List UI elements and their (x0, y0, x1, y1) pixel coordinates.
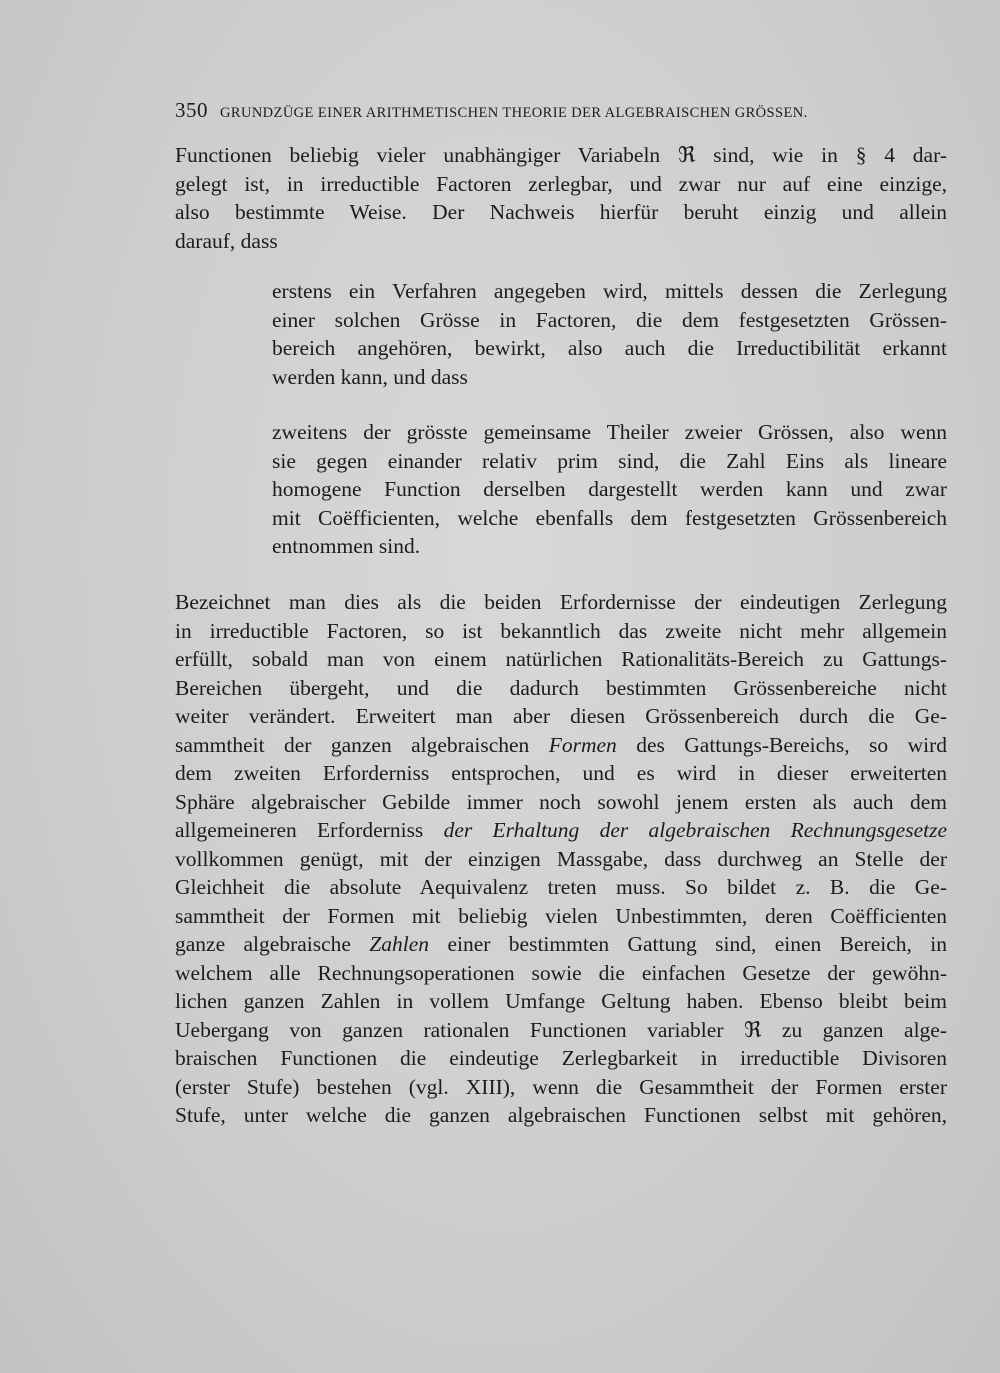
indented-condition-2 (272, 418, 947, 561)
emphasis-formen: Formen (548, 732, 617, 757)
text-run: sammtheit der ganzen algebraischen (175, 732, 549, 757)
text-line: sie gegen einander relativ prim sind, die Zahl Eins als lineare (272, 448, 947, 473)
text-line: sammtheit der Formen mit beliebig vielen Unbestimmten, deren Coëfficienten (175, 903, 947, 928)
text-line: bereich angehören, bewirkt, also auch die Irreductibilität erkannt (272, 336, 947, 360)
text-line: mit Coëfficienten, welche ebenfalls dem festgesetzten Grössenbereich (272, 505, 947, 530)
text-run: des Gattungs-Bereichs, so wird (616, 732, 947, 757)
text-line: Stufe, unter welche die ganzen algebraischen Functionen selbst mit gehören, (175, 1103, 947, 1127)
text-line: in irreductible Factoren, so ist bekanntlich das zweite nicht mehr allgemein (175, 618, 947, 643)
text-line: erfüllt, sobald man von einem natürlichen Rationalitäts-Bereich zu Gattungs- (175, 647, 947, 671)
text-line: werden kann, und dass (272, 364, 468, 389)
text-line: Sphäre algebraischer Gebilde immer noch sowohl jenem ersten als auch dem (175, 789, 947, 814)
indented-condition-1 (272, 277, 947, 391)
paragraph-2 (175, 588, 947, 1130)
text-run: einer bestimmten Gattung sind, einen Bereich, in (429, 932, 947, 956)
emphasis-rechnungsgesetze: der Erhaltung der algebraischen Rechnungsgesetze (443, 818, 947, 842)
text-line: Gleichheit die absolute Aequivalenz treten muss. So bildet z. B. die Ge- (175, 875, 947, 899)
text-run: allgemeineren Erforderniss (175, 818, 444, 842)
text-line: darauf, dass (175, 228, 278, 253)
emphasis-zahlen: Zahlen (369, 932, 430, 956)
page-number: 350 (175, 98, 208, 122)
text-line: gelegt ist, in irreductible Factoren zerlegbar, und zwar nur auf eine einzige, (175, 171, 947, 196)
text-line-with-emphasis (175, 731, 947, 760)
text-line: also bestimmte Weise. Der Nachweis hierfür beruht einzig und allein (175, 200, 947, 224)
text-line: (erster Stufe) bestehen (vgl. XIII), wenn die Gesammtheit der Formen erster (175, 1074, 947, 1099)
text-line: entnommen sind. (272, 534, 421, 558)
text-line-with-emphasis (175, 930, 947, 959)
running-head: GRUNDZÜGE EINER ARITHMETISCHEN THEORIE DER ALGEBRAISCHEN GRÖSSEN. (220, 105, 808, 121)
text-line: Bezeichnet man dies als die beiden Erfordernisse der eindeutigen Zerlegung (175, 590, 947, 614)
text-line: vollkommen genügt, mit der einzigen Massgabe, dass durchweg an Stelle der (175, 846, 947, 871)
text-line: dem zweiten Erforderniss entsprochen, und es wird in dieser erweiterten (175, 761, 947, 785)
text-line: Uebergang von ganzen rationalen Functionen variabler ℜ zu ganzen alge- (175, 1017, 947, 1042)
text-line: homogene Function derselben dargestellt werden kann und zwar (272, 477, 947, 501)
text-line-with-emphasis (175, 816, 947, 845)
text-line: Functionen beliebig vieler unabhängiger Variabeln ℜ sind, wie in § 4 dar- (175, 143, 947, 167)
text-line: lichen ganzen Zahlen in vollem Umfange Geltung haben. Ebenso bleibt beim (175, 989, 947, 1013)
text-run: ganze algebraische (175, 932, 370, 956)
text-line: weiter verändert. Erweitert man aber diesen Grössenbereich durch die Ge- (175, 704, 947, 728)
text-line: erstens ein Verfahren angegeben wird, mittels dessen die Zerlegung (272, 279, 947, 303)
text-line: Bereichen übergeht, und die dadurch bestimmten Grössenbereiche nicht (175, 675, 947, 700)
text-line: welchem alle Rechnungsoperationen sowie die einfachen Gesetze der gewöhn- (175, 960, 947, 985)
page-header (175, 98, 905, 128)
text-line: einer solchen Grösse in Factoren, die dem festgesetzten Grössen- (272, 307, 947, 332)
paragraph-1 (175, 141, 947, 255)
text-line: zweitens der grösste gemeinsame Theiler zweier Grössen, also wenn (272, 420, 947, 444)
text-line: braischen Functionen die eindeutige Zerlegbarkeit in irreductible Divisoren (175, 1046, 947, 1070)
